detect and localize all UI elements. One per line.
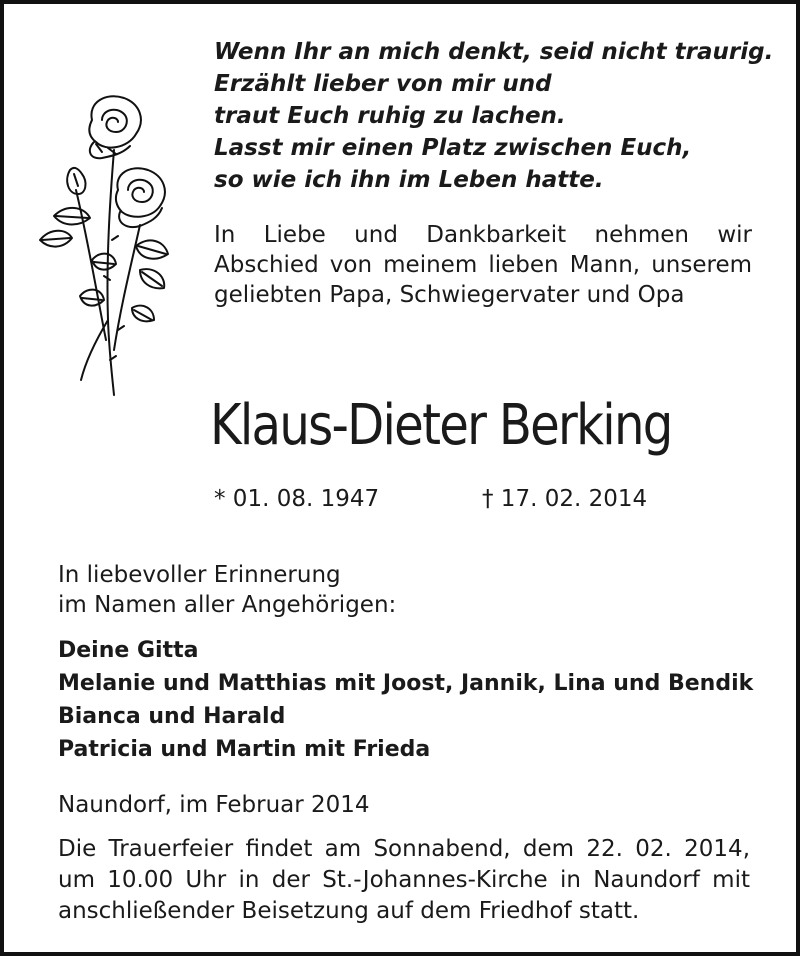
memory-line: im Namen aller Angehörigen:	[58, 592, 397, 618]
birth-date: * 01. 08. 1947	[214, 486, 380, 512]
mourner-entry: Deine Gitta	[58, 638, 199, 663]
poem-line: Wenn Ihr an mich denkt, seid nicht traurig.	[214, 39, 774, 65]
place-date: Naundorf, im Februar 2014	[58, 792, 370, 818]
poem-line: Erzählt lieber von mir und	[214, 71, 552, 97]
mourner-entry: Melanie und Matthias mit Joost, Jannik, Lina und Bendik	[58, 671, 754, 696]
intro-text: In Liebe und Dankbarkeit nehmen wir Abschied von meinem lieben Mann, unserem geliebten Papa, Schwiegervater und Opa	[214, 222, 752, 308]
memory-line: In liebevoller Erinnerung	[58, 562, 341, 588]
memory-text	[58, 560, 658, 620]
poem-line: so wie ich ihn im Leben hatte.	[214, 167, 604, 193]
poem-line: Lasst mir einen Platz zwischen Euch,	[214, 135, 692, 161]
mourner-entry: Bianca und Harald	[58, 704, 286, 729]
mourner-entry: Patricia und Martin mit Frieda	[58, 737, 431, 762]
deceased-name: Klaus-Dieter Berking	[210, 393, 672, 458]
poem	[214, 36, 774, 196]
death-date: † 17. 02. 2014	[482, 486, 648, 512]
mourners-list	[58, 634, 758, 766]
rose-illustration-icon	[36, 90, 176, 400]
poem-line: traut Euch ruhig zu lachen.	[214, 103, 566, 129]
funeral-service-info: Die Trauerfeier findet am Sonnabend, dem 22. 02. 2014, um 10.00 Uhr in der St.-Johannes-Kirche in Naundorf mit anschließender Beisetzung auf dem Friedhof statt.	[58, 836, 750, 924]
